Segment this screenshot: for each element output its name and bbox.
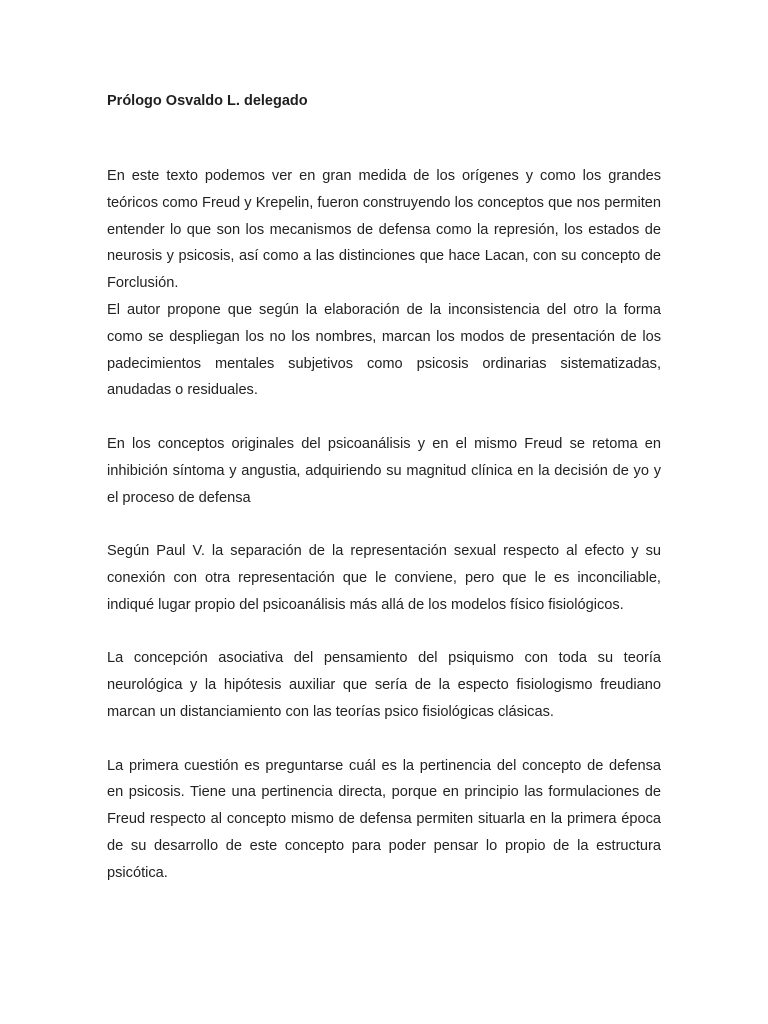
paragraph-gap [107,511,661,538]
paragraph-author-proposal: El autor propone que según la elaboración de la inconsistencia del otro la forma como se despliegan los no los nombres, marcan los modos de presentación de los padecimientos mentales subjetivos como psicosis ordinarias sistematizadas, anudadas o residuales. [107,301,661,399]
paragraph-origins: En este texto podemos ver en gran medida de los orígenes y como los grandes teóricos como Freud y Krepelin, fueron construyendo los conceptos que nos permiten entender lo que son los mecanismos de defensa como la represión, los estados de neurosis y psicosis, así como a las distinciones que hace Lacan, con su concepto de Forclusión. [107,168,661,292]
paragraph-gap [107,726,661,753]
paragraph-original-concepts: En los conceptos originales del psicoanálisis y en el mismo Freud se retoma en inhibición síntoma y angustia, adquiriendo su magnitud clínica en la decisión de yo y el proceso de defensa [107,435,661,506]
paragraph-associative-conception: La concepción asociativa del pensamiento del psiquismo con toda su teoría neurológica y la hipótesis auxiliar que sería de la especto fisiologismo freudiano marcan un distanciamiento con las teorías psico fisiológicas clásicas. [107,650,661,720]
paragraph-gap [107,404,661,431]
document-title: Prólogo Osvaldo L. delegado [107,93,308,109]
title-spacer [107,113,661,163]
paragraph-first-question: La primera cuestión es preguntarse cuál es la pertinencia del concepto de defensa en psicosis. Tiene una pertinencia directa, porque en principio las formulaciones de Freud respecto al concepto mismo de defensa permiten situarla en la primera época de su desarrollo de este concepto para poder pensar lo propio de la estructura psicótica. [107,757,661,881]
paragraph-gap [107,619,661,646]
document-body [107,89,661,887]
paragraph-paul-v: Según Paul V. la separación de la representación sexual respecto al efecto y su conexión con otra representación que le conviene, pero que le es inconciliable, indiqué lugar propio del psicoanálisis más allá de los modelos físico fisiológicos. [107,543,661,613]
